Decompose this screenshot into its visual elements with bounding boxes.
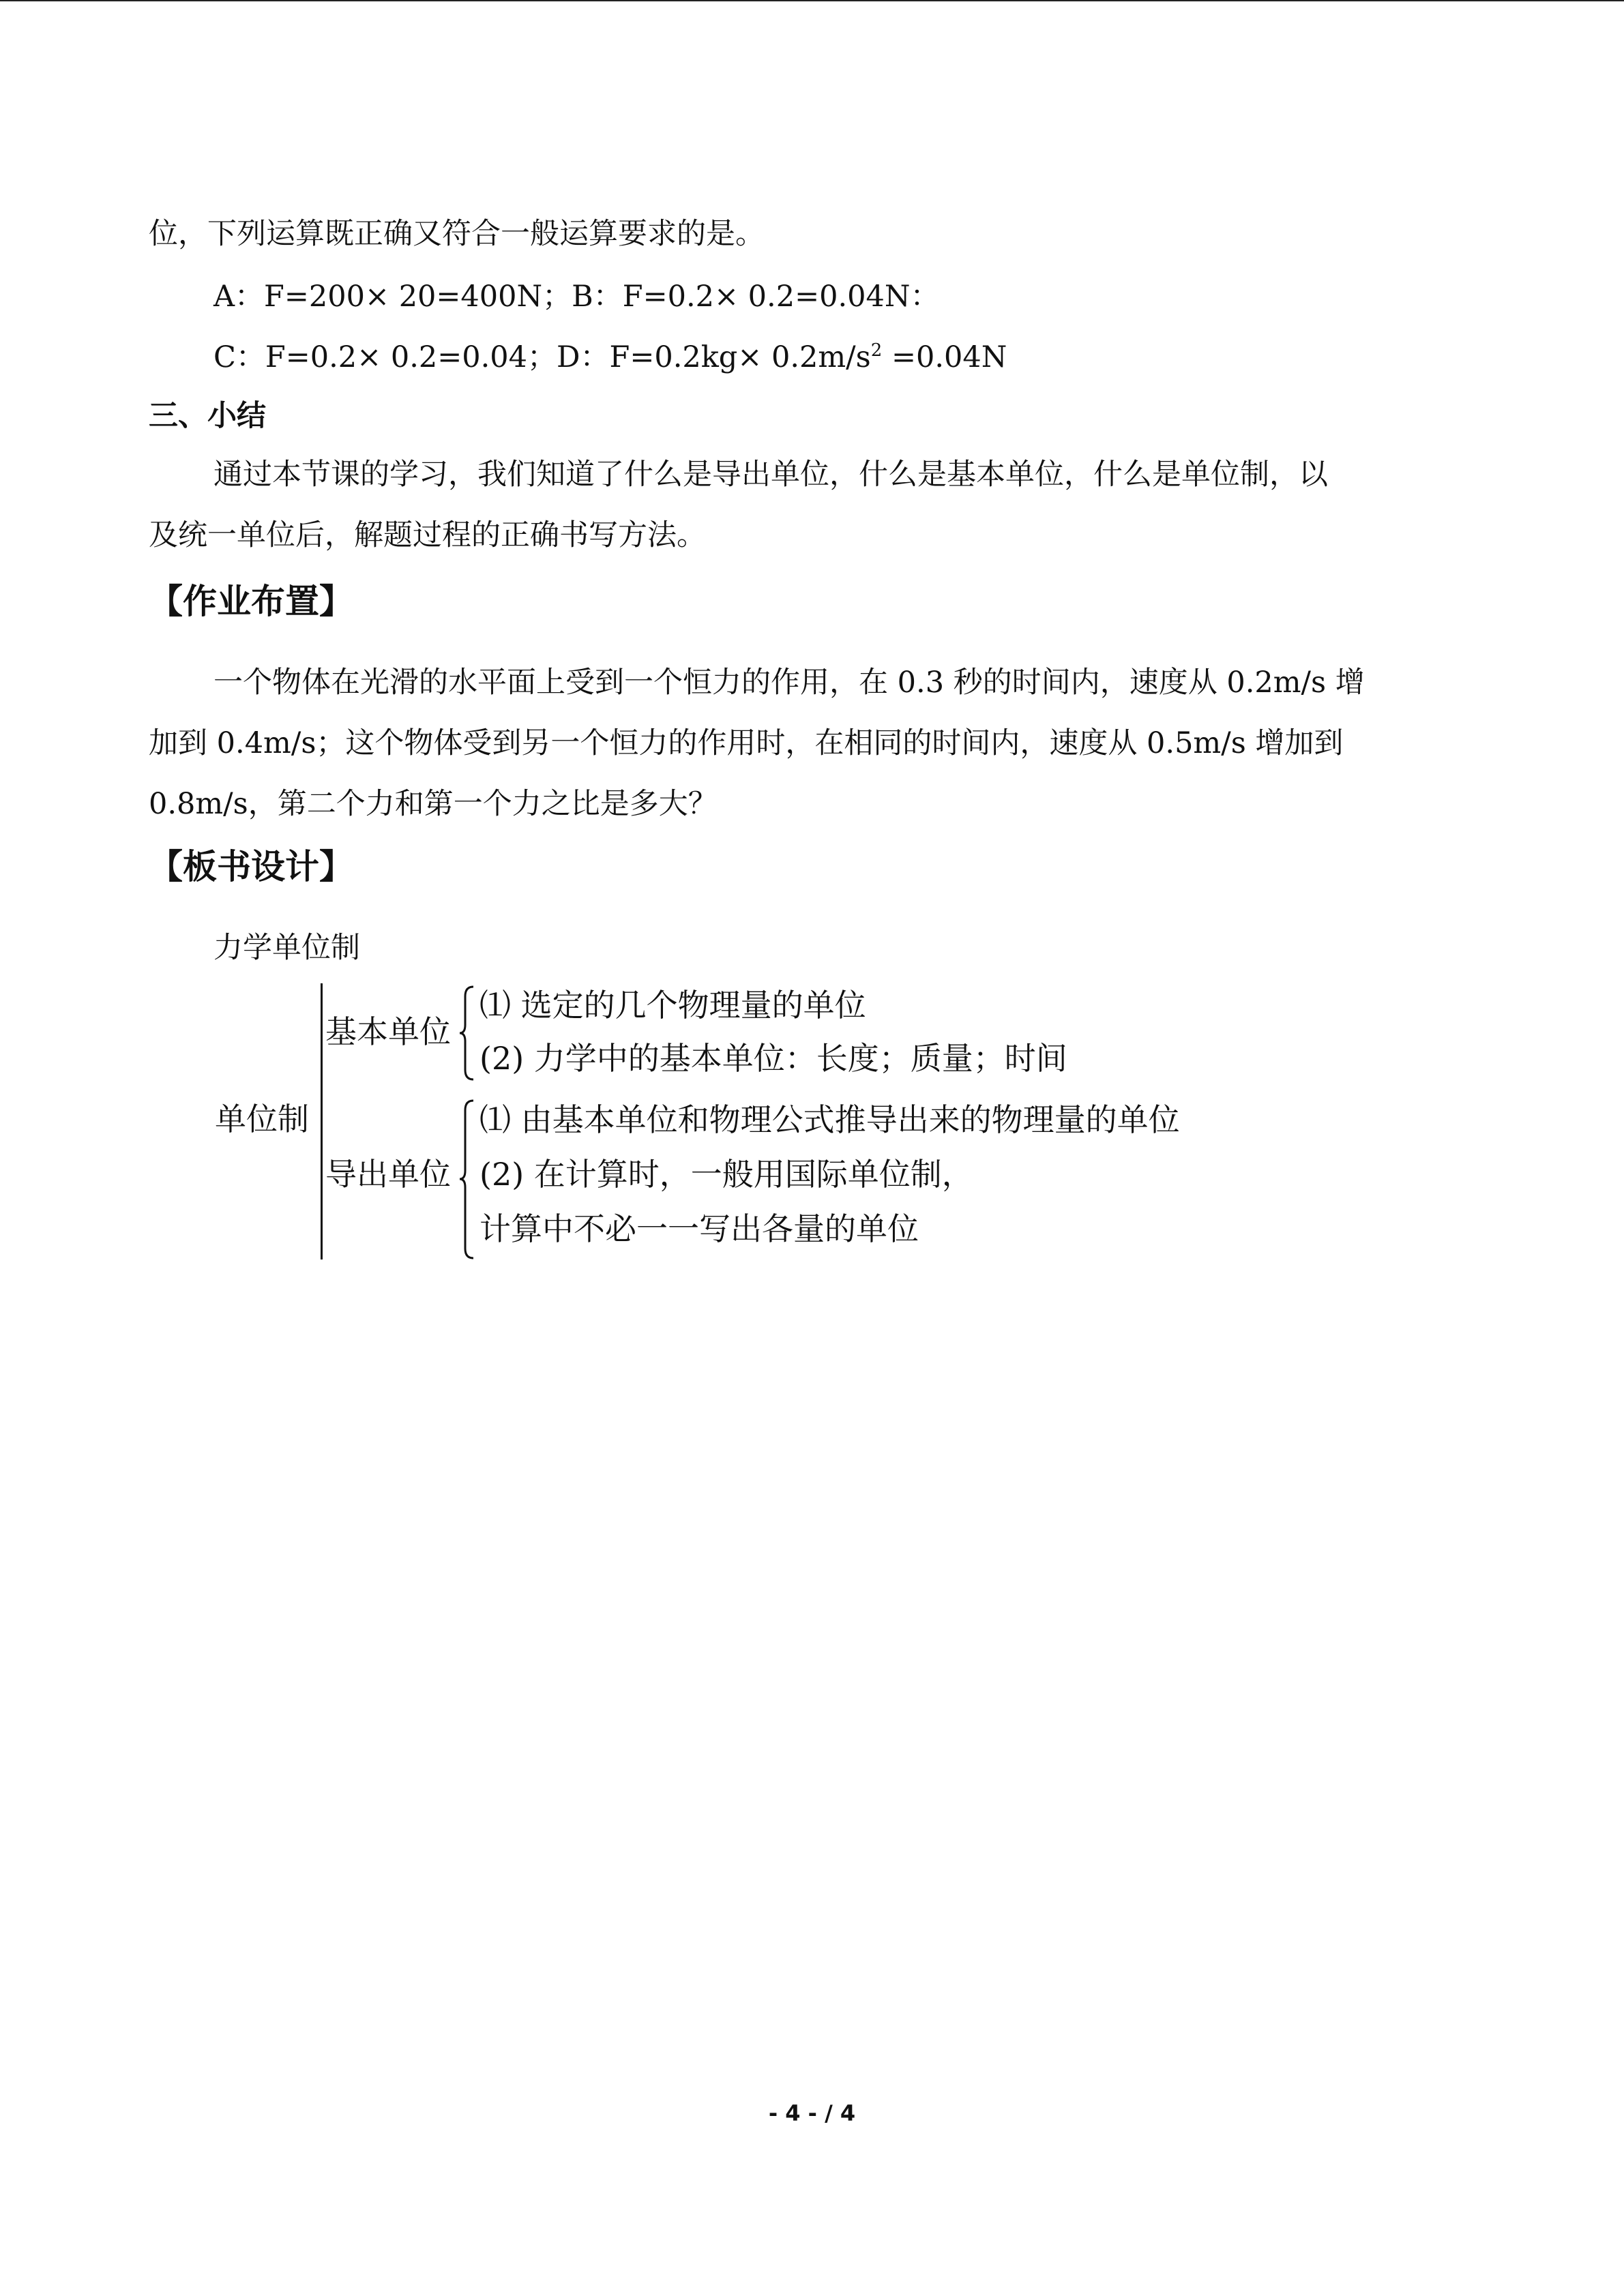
board-main-divider (321, 983, 323, 1259)
basic-item-2: (2) 力学中的基本单位：长度；质量；时间 (479, 1040, 1067, 1077)
page-top-border (0, 0, 1624, 1)
summary-line-1: 通过本节课的学习，我们知道了什么是导出单位，什么是基本单位，什么是单位制，以 (213, 458, 1328, 492)
summary-heading: 三、小结 (149, 399, 266, 433)
page-number: - 4 - / 4 (768, 2100, 856, 2126)
paragraph-line: 位，下列运算既正确又符合一般运算要求的是。 (149, 217, 765, 251)
derived-units-label: 导出单位 (325, 1156, 451, 1193)
board-root-label: 单位制 (215, 1101, 309, 1137)
board-title: 力学单位制 (213, 931, 360, 965)
option-cd (213, 338, 1007, 376)
derived-item-2: (2) 在计算时，一般用国际单位制， (479, 1156, 973, 1193)
derived-item-3: 计算中不必一一写出各量的单位 (479, 1210, 919, 1247)
basic-item-1: ⑴ 选定的几个物理量的单位 (479, 987, 866, 1024)
basic-units-label: 基本单位 (325, 1013, 451, 1050)
homework-line-2: 加到 0.4m/s；这个物体受到另一个恒力的作用时，在相同的时间内，速度从 0.5m/s 增加到 (149, 726, 1344, 760)
board-heading: 【板书设计】 (149, 847, 353, 886)
option-ab: A：F=200× 20=400N；B：F=0.2× 0.2=0.04N： (213, 280, 940, 314)
homework-line-3: 0.8m/s，第二个力和第一个力之比是多大？ (149, 787, 718, 821)
option-cd-superscript: 2 (870, 340, 883, 361)
derived-units-brace (458, 1099, 476, 1259)
homework-line-1: 一个物体在光滑的水平面上受到一个恒力的作用，在 0.3 秒的时间内，速度从 0.2m/s 增 (213, 666, 1365, 700)
homework-heading: 【作业布置】 (149, 582, 353, 621)
basic-units-brace (458, 985, 476, 1081)
derived-item-1: ⑴ 由基本单位和物理公式推导出来的物理量的单位 (479, 1101, 1180, 1138)
summary-line-2: 及统一单位后，解题过程的正确书写方法。 (149, 518, 706, 552)
option-cd-suffix: =0.04N (882, 340, 1007, 374)
option-cd-prefix: C：F=0.2× 0.2=0.04；D：F=0.2kg× 0.2m/s (213, 340, 871, 374)
